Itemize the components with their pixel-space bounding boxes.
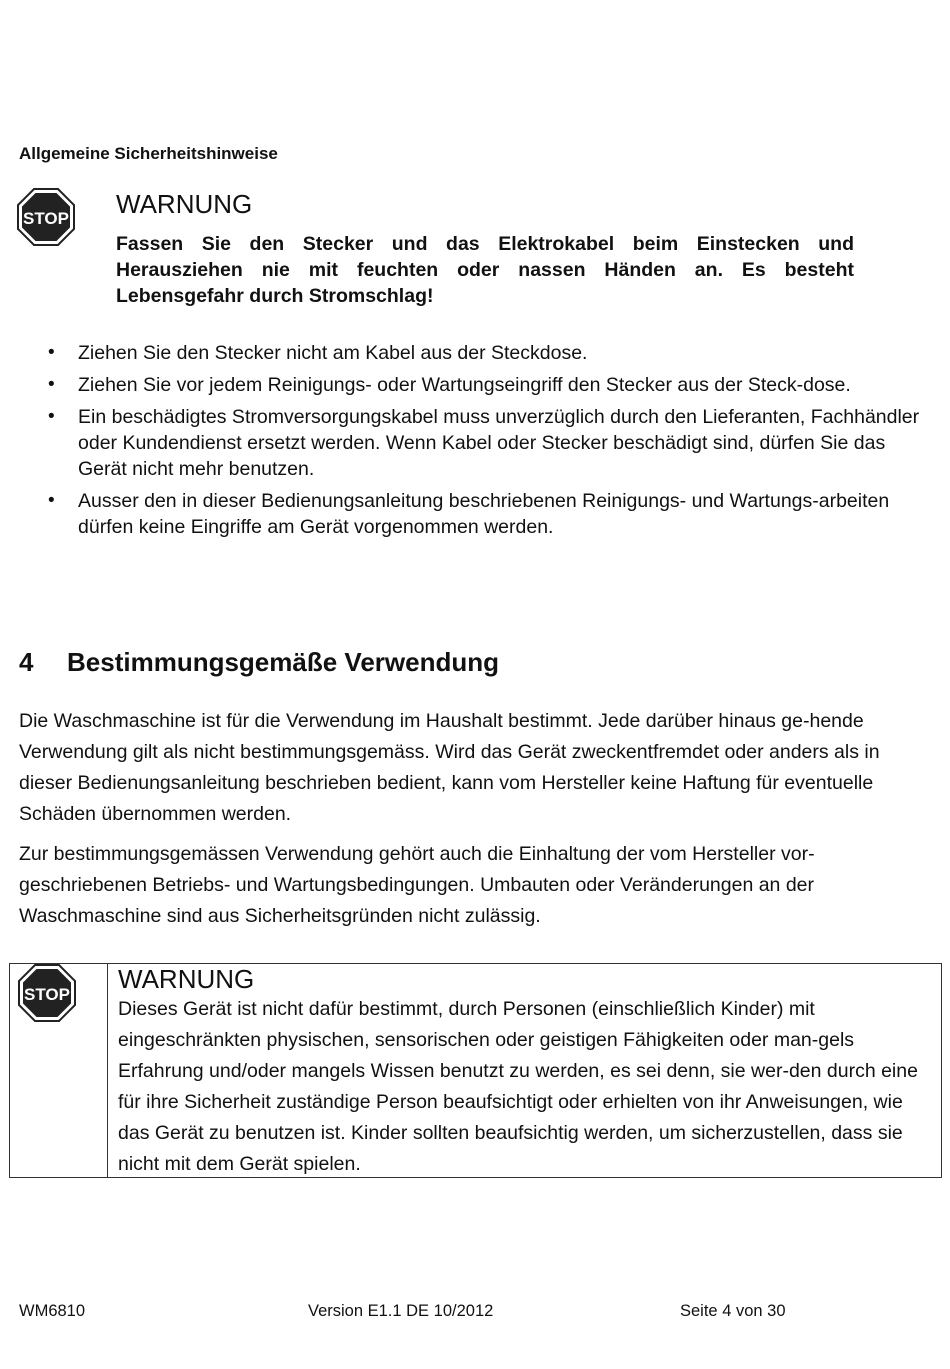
list-item-text: Ausser den in dieser Bedienungsanleitung beschriebenen Reinigungs- und Wartungs-arbeiten dürfen keine Eingriffe am Gerät vorgenommen werden. <box>78 490 890 538</box>
warning-box-divider <box>107 964 108 1177</box>
footer-version: Version E1.1 DE 10/2012 <box>308 1302 494 1320</box>
footer-page-number: Seite 4 von 30 <box>680 1302 786 1320</box>
footer-model: WM6810 <box>19 1302 86 1320</box>
bullet-icon: • <box>48 490 55 511</box>
list-item <box>48 488 928 540</box>
warning-text: Dieses Gerät ist nicht dafür bestimmt, durch Personen (einschließlich Kinder) mit eingeschränkten physischen, sensorischen oder geistigen Fähigkeiten oder man-gels Erfahrung und/oder mangels Wissen benutzt zu werden, es sei denn, sie wer-den durch eine für ihre Sicherheit zuständige Person beaufsichtigt oder erhielten von ihr Anweisungen, wie das Gerät zu benutzen ist. Kinder sollten beaufsichtig werden, um sicherzustellen, dass sie nicht mit dem Gerät spielen. <box>118 998 918 1175</box>
section-heading <box>19 647 499 678</box>
warning-box <box>9 963 942 1178</box>
list-item <box>48 340 928 366</box>
stop-sign-text: STOP <box>23 209 69 228</box>
list-item-text: Ziehen Sie vor jedem Reinigungs- oder Wartungseingriff den Stecker aus der Steck-dose. <box>78 374 851 396</box>
warning-title: WARNUNG <box>116 189 253 219</box>
section-number: 4 <box>19 647 34 677</box>
list-item-text: Ein beschädigtes Stromversorgungskabel muss unverzüglich durch den Lieferanten, Fachhändler oder Kundendienst ersetzt werden. Wenn Kabel oder Stecker beschädigt sind, dürfen Sie das Gerät nicht mehr benutzen. <box>78 406 920 480</box>
safety-bullet-list <box>48 340 928 546</box>
list-item <box>48 404 928 482</box>
section-label: Allgemeine Sicherheitshinweise <box>19 144 278 163</box>
warning-text-line: Fassen Sie den Stecker und das Elektrokabel beim Einstecken und <box>116 233 854 255</box>
stop-sign-icon <box>18 964 76 1022</box>
paragraph: Zur bestimmungsgemässen Verwendung gehört auch die Einhaltung der vom Hersteller vor-geschriebenen Betriebs- und Wartungsbedingungen. Umbauten oder Veränderungen an der Waschmaschine sind aus Sicherheitsgründen nicht zulässig. <box>19 843 815 927</box>
stop-sign-text: STOP <box>24 985 70 1004</box>
bullet-icon: • <box>48 342 55 363</box>
stop-sign-icon <box>17 188 75 246</box>
list-item <box>48 372 928 398</box>
list-item-text: Ziehen Sie den Stecker nicht am Kabel aus der Steckdose. <box>78 342 588 364</box>
section-title: Bestimmungsgemäße Verwendung <box>67 647 499 677</box>
warning-text <box>116 231 854 309</box>
paragraph: Die Waschmaschine ist für die Verwendung im Haushalt bestimmt. Jede darüber hinaus ge-hende Verwendung gilt als nicht bestimmungsgemäss. Wird das Gerät zweckentfremdet oder anders als in dieser Bedienungsanleitung beschrieben bedient, kann vom Hersteller keine Haftung für eventuelle Schäden übernommen werden. <box>19 710 880 825</box>
warning-text-line: Herausziehen nie mit feuchten oder nassen Händen an. Es besteht <box>116 259 854 281</box>
warning-text-line: Lebensgefahr durch Stromschlag! <box>116 285 434 307</box>
warning-title: WARNUNG <box>118 964 255 994</box>
bullet-icon: • <box>48 374 55 395</box>
bullet-icon: • <box>48 406 55 427</box>
